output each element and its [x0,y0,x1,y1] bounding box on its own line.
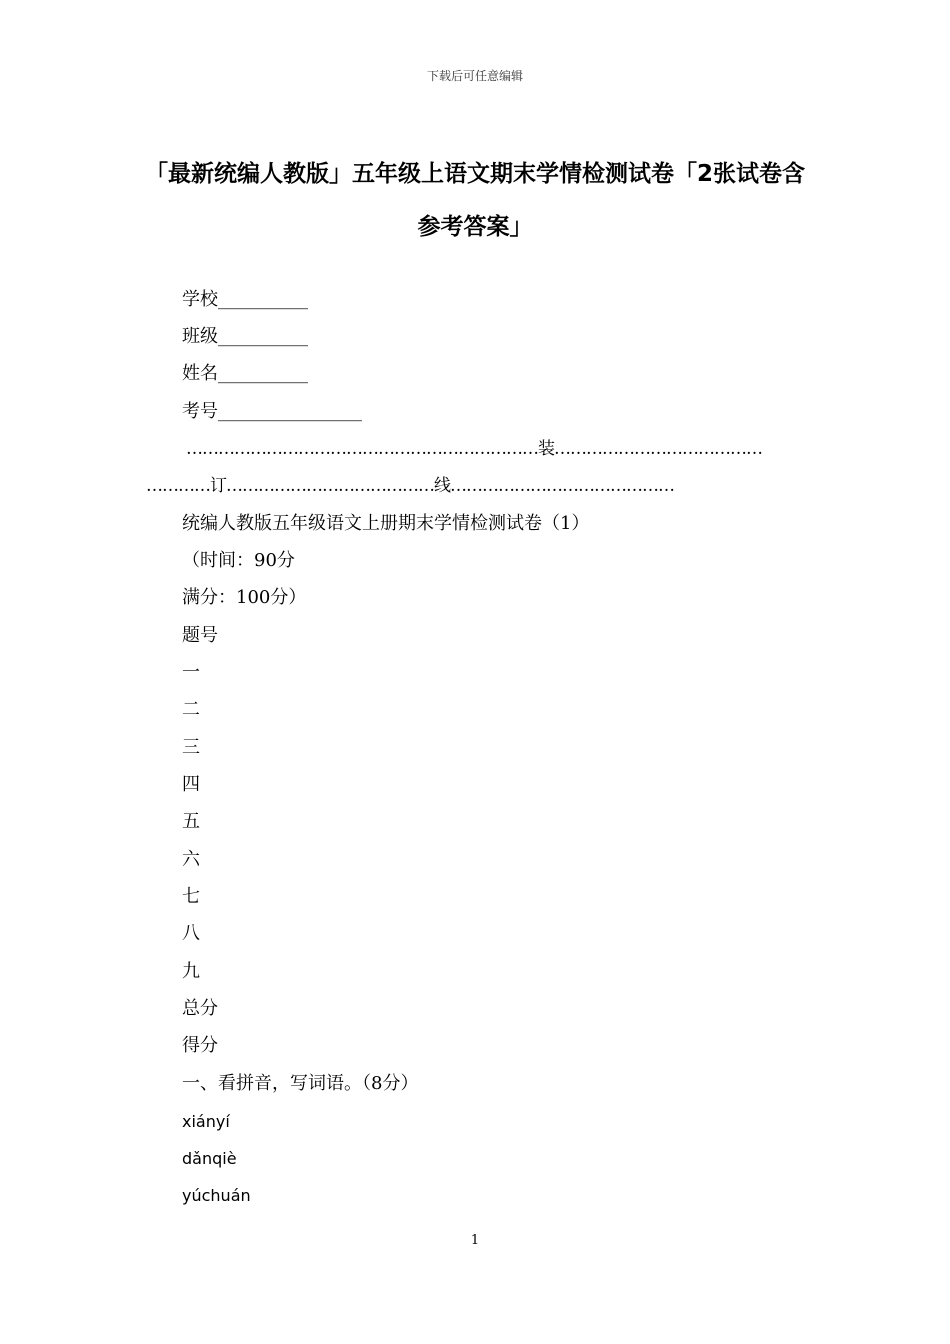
score-table-score: 得分 [182,1035,218,1056]
question-number: 六 [182,849,200,870]
class-field: 班级__________ [182,326,308,347]
question-number: 四 [182,774,200,795]
exam-number-field: 考号________________ [182,401,362,422]
exam-full-score: 满分：100分） [182,587,307,608]
question-number: 九 [182,961,200,982]
question-number: 八 [182,923,200,944]
question-number: 五 [182,811,200,832]
section-1-heading: 一、看拼音，写词语。（8分） [182,1073,419,1094]
exam-title: 统编人教版五年级语文上册期末学情检测试卷（1） [182,513,590,534]
score-table-total: 总分 [182,998,218,1019]
binding-line-row-2: …………订…………………………………线…………………………………… [146,476,674,496]
page-number: 1 [470,1233,480,1248]
pinyin-item: yúchuán [182,1186,251,1205]
question-number: 一 [182,662,200,683]
question-number: 七 [182,886,200,907]
school-field: 学校__________ [182,289,308,310]
question-number: 三 [182,737,200,758]
pinyin-item: dǎnqiè [182,1149,237,1168]
score-table-header: 题号 [182,625,218,646]
binding-line-row-1: …………………………………………………………装………………………………… [186,439,762,459]
pinyin-item: xiányí [182,1112,230,1131]
exam-time: （时间：90分 [182,550,295,571]
document-title: 「最新统编人教版」五年级上语文期末学情检测试卷「2张试卷含参考答案」 [144,161,805,240]
name-field: 姓名__________ [182,363,308,384]
header-note: 下载后可任意编辑 [426,69,523,83]
question-number: 二 [182,699,200,720]
